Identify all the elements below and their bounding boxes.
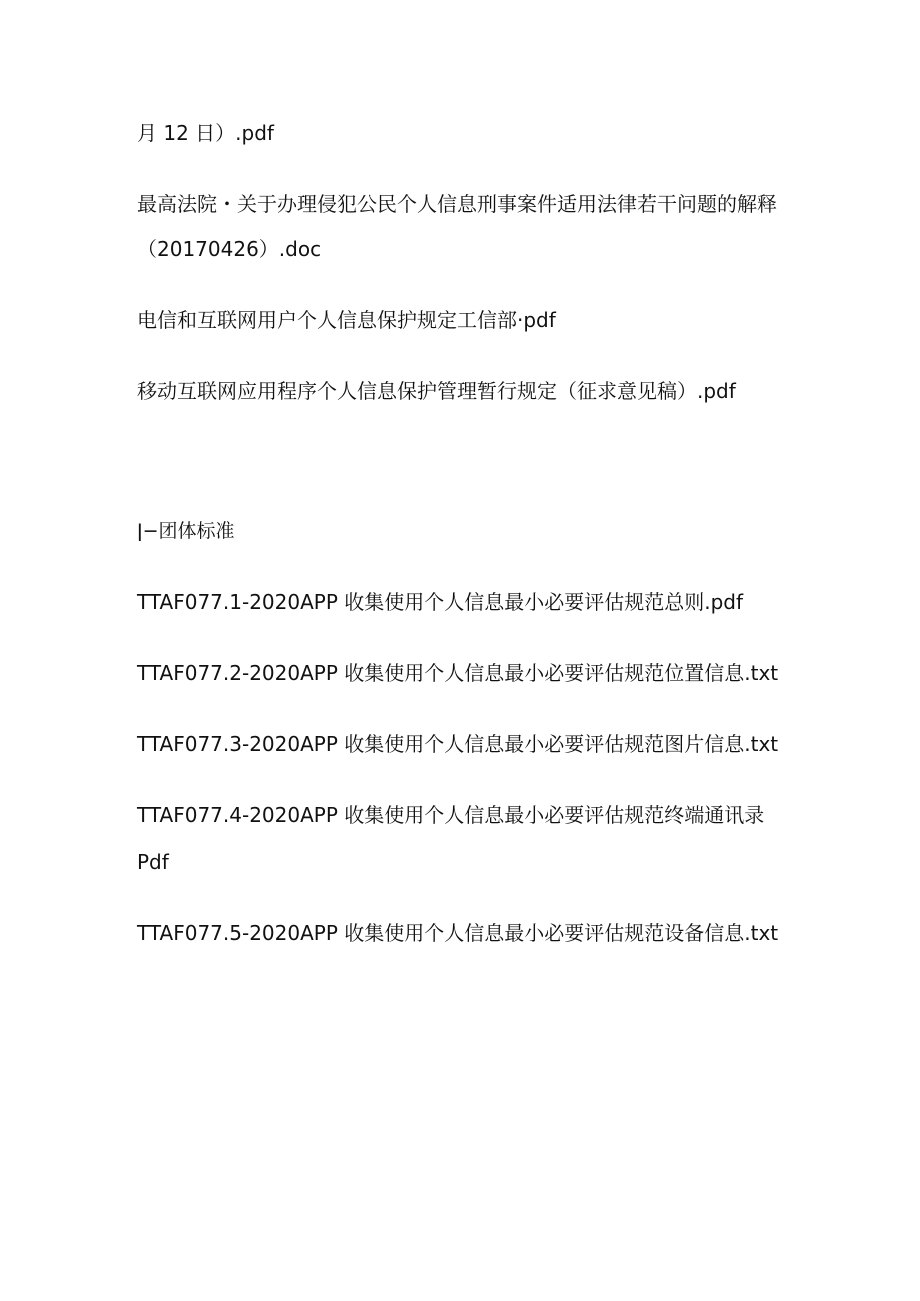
document-line: 月 12 日）.pdf	[137, 121, 274, 145]
document-line: TTAF077.5-2020APP 收集使用个人信息最小必要评估规范设备信息.txt	[137, 921, 779, 945]
document-line: 电信和互联网用户个人信息保护规定工信部·pdf	[137, 308, 556, 332]
section-heading: ǀ−团体标准	[137, 520, 235, 542]
document-line: 移动互联网应用程序个人信息保护管理暂行规定（征求意见稿）.pdf	[137, 379, 736, 403]
document-line: （20170426）.doc	[137, 237, 322, 261]
document-line: Pdf	[137, 850, 169, 874]
document-line: TTAF077.1-2020APP 收集使用个人信息最小必要评估规范总则.pdf	[137, 590, 744, 614]
document-line: TTAF077.4-2020APP 收集使用个人信息最小必要评估规范终端通讯录	[137, 803, 765, 827]
document-line: TTAF077.3-2020APP 收集使用个人信息最小必要评估规范图片信息.txt	[137, 732, 779, 756]
document-line: TTAF077.2-2020APP 收集使用个人信息最小必要评估规范位置信息.txt	[137, 661, 779, 685]
document-line: 最高法院・关于办理侵犯公民个人信息刑事案件适用法律若干问题的解释	[137, 192, 777, 216]
